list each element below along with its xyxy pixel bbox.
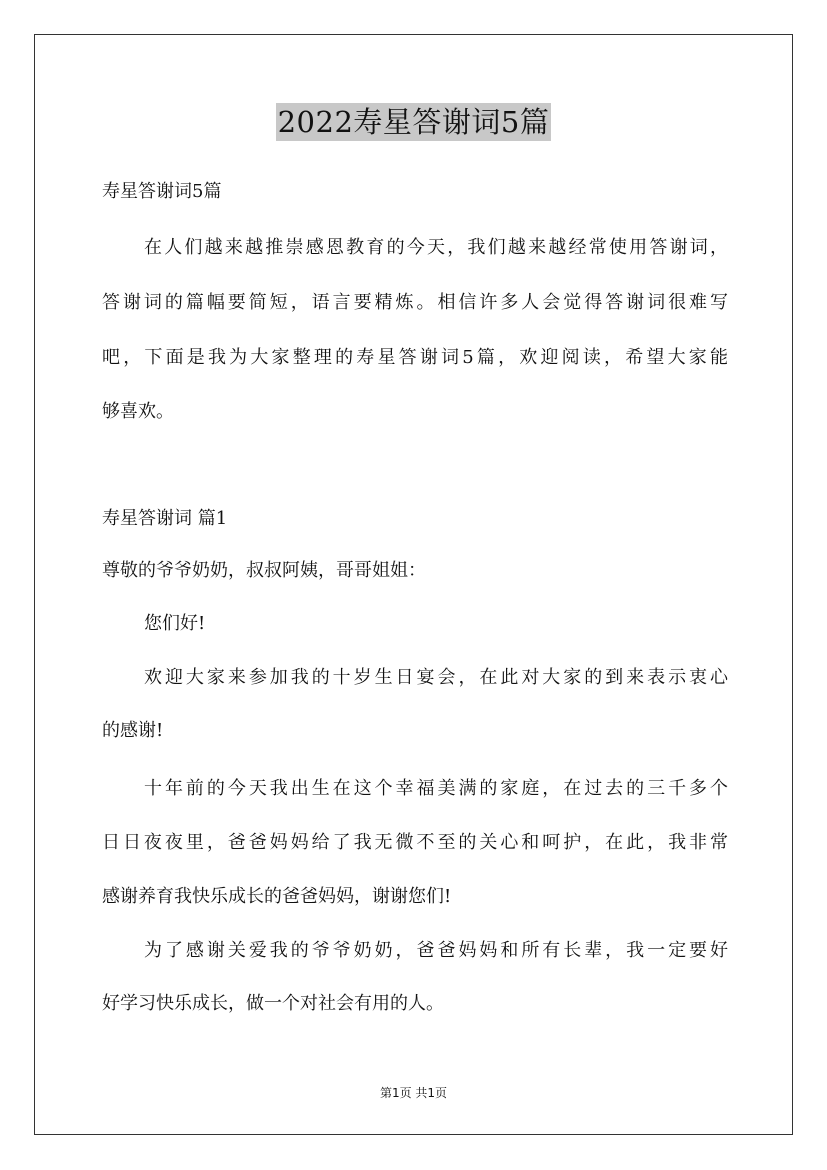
paragraph-line: 好学习快乐成长，做一个对社会有用的人。 (102, 993, 444, 1014)
salutation: 尊敬的爷爷奶奶，叔叔阿姨，哥哥姐姐： (102, 560, 426, 581)
document-title: 2022寿星答谢词5篇 (277, 105, 550, 139)
greeting: 您们好! (144, 613, 206, 634)
paragraph-line: 感谢养育我快乐成长的爸爸妈妈，谢谢您们! (102, 886, 452, 907)
page-footer: 第1页 共1页 (379, 1086, 448, 1100)
paragraph-line: 的感谢! (102, 720, 164, 741)
paragraph-line: 欢迎大家来参加我的十岁生日宴会，在此对大家的到来表示衷心 (144, 667, 728, 688)
section-heading: 寿星答谢词 篇1 (102, 508, 228, 529)
paragraph-line: 日日夜夜里，爸爸妈妈给了我无微不至的关心和呵护，在此，我非常 (102, 832, 728, 853)
paragraph-line: 为了感谢关爱我的爷爷奶奶，爸爸妈妈和所有长辈，我一定要好 (144, 940, 728, 961)
intro-heading: 寿星答谢词5篇 (102, 181, 222, 202)
paragraph-line: 十年前的今天我出生在这个幸福美满的家庭，在过去的三千多个 (144, 778, 728, 799)
paragraph-line: 吧，下面是我为大家整理的寿星答谢词5篇，欢迎阅读，希望大家能 (102, 347, 728, 368)
paragraph-line: 答谢词的篇幅要简短，语言要精炼。相信许多人会觉得答谢词很难写 (102, 292, 728, 313)
title-wrap (0, 103, 827, 141)
paragraph-line: 在人们越来越推崇感恩教育的今天，我们越来越经常使用答谢词， (144, 237, 728, 258)
paragraph-line: 够喜欢。 (102, 401, 174, 422)
